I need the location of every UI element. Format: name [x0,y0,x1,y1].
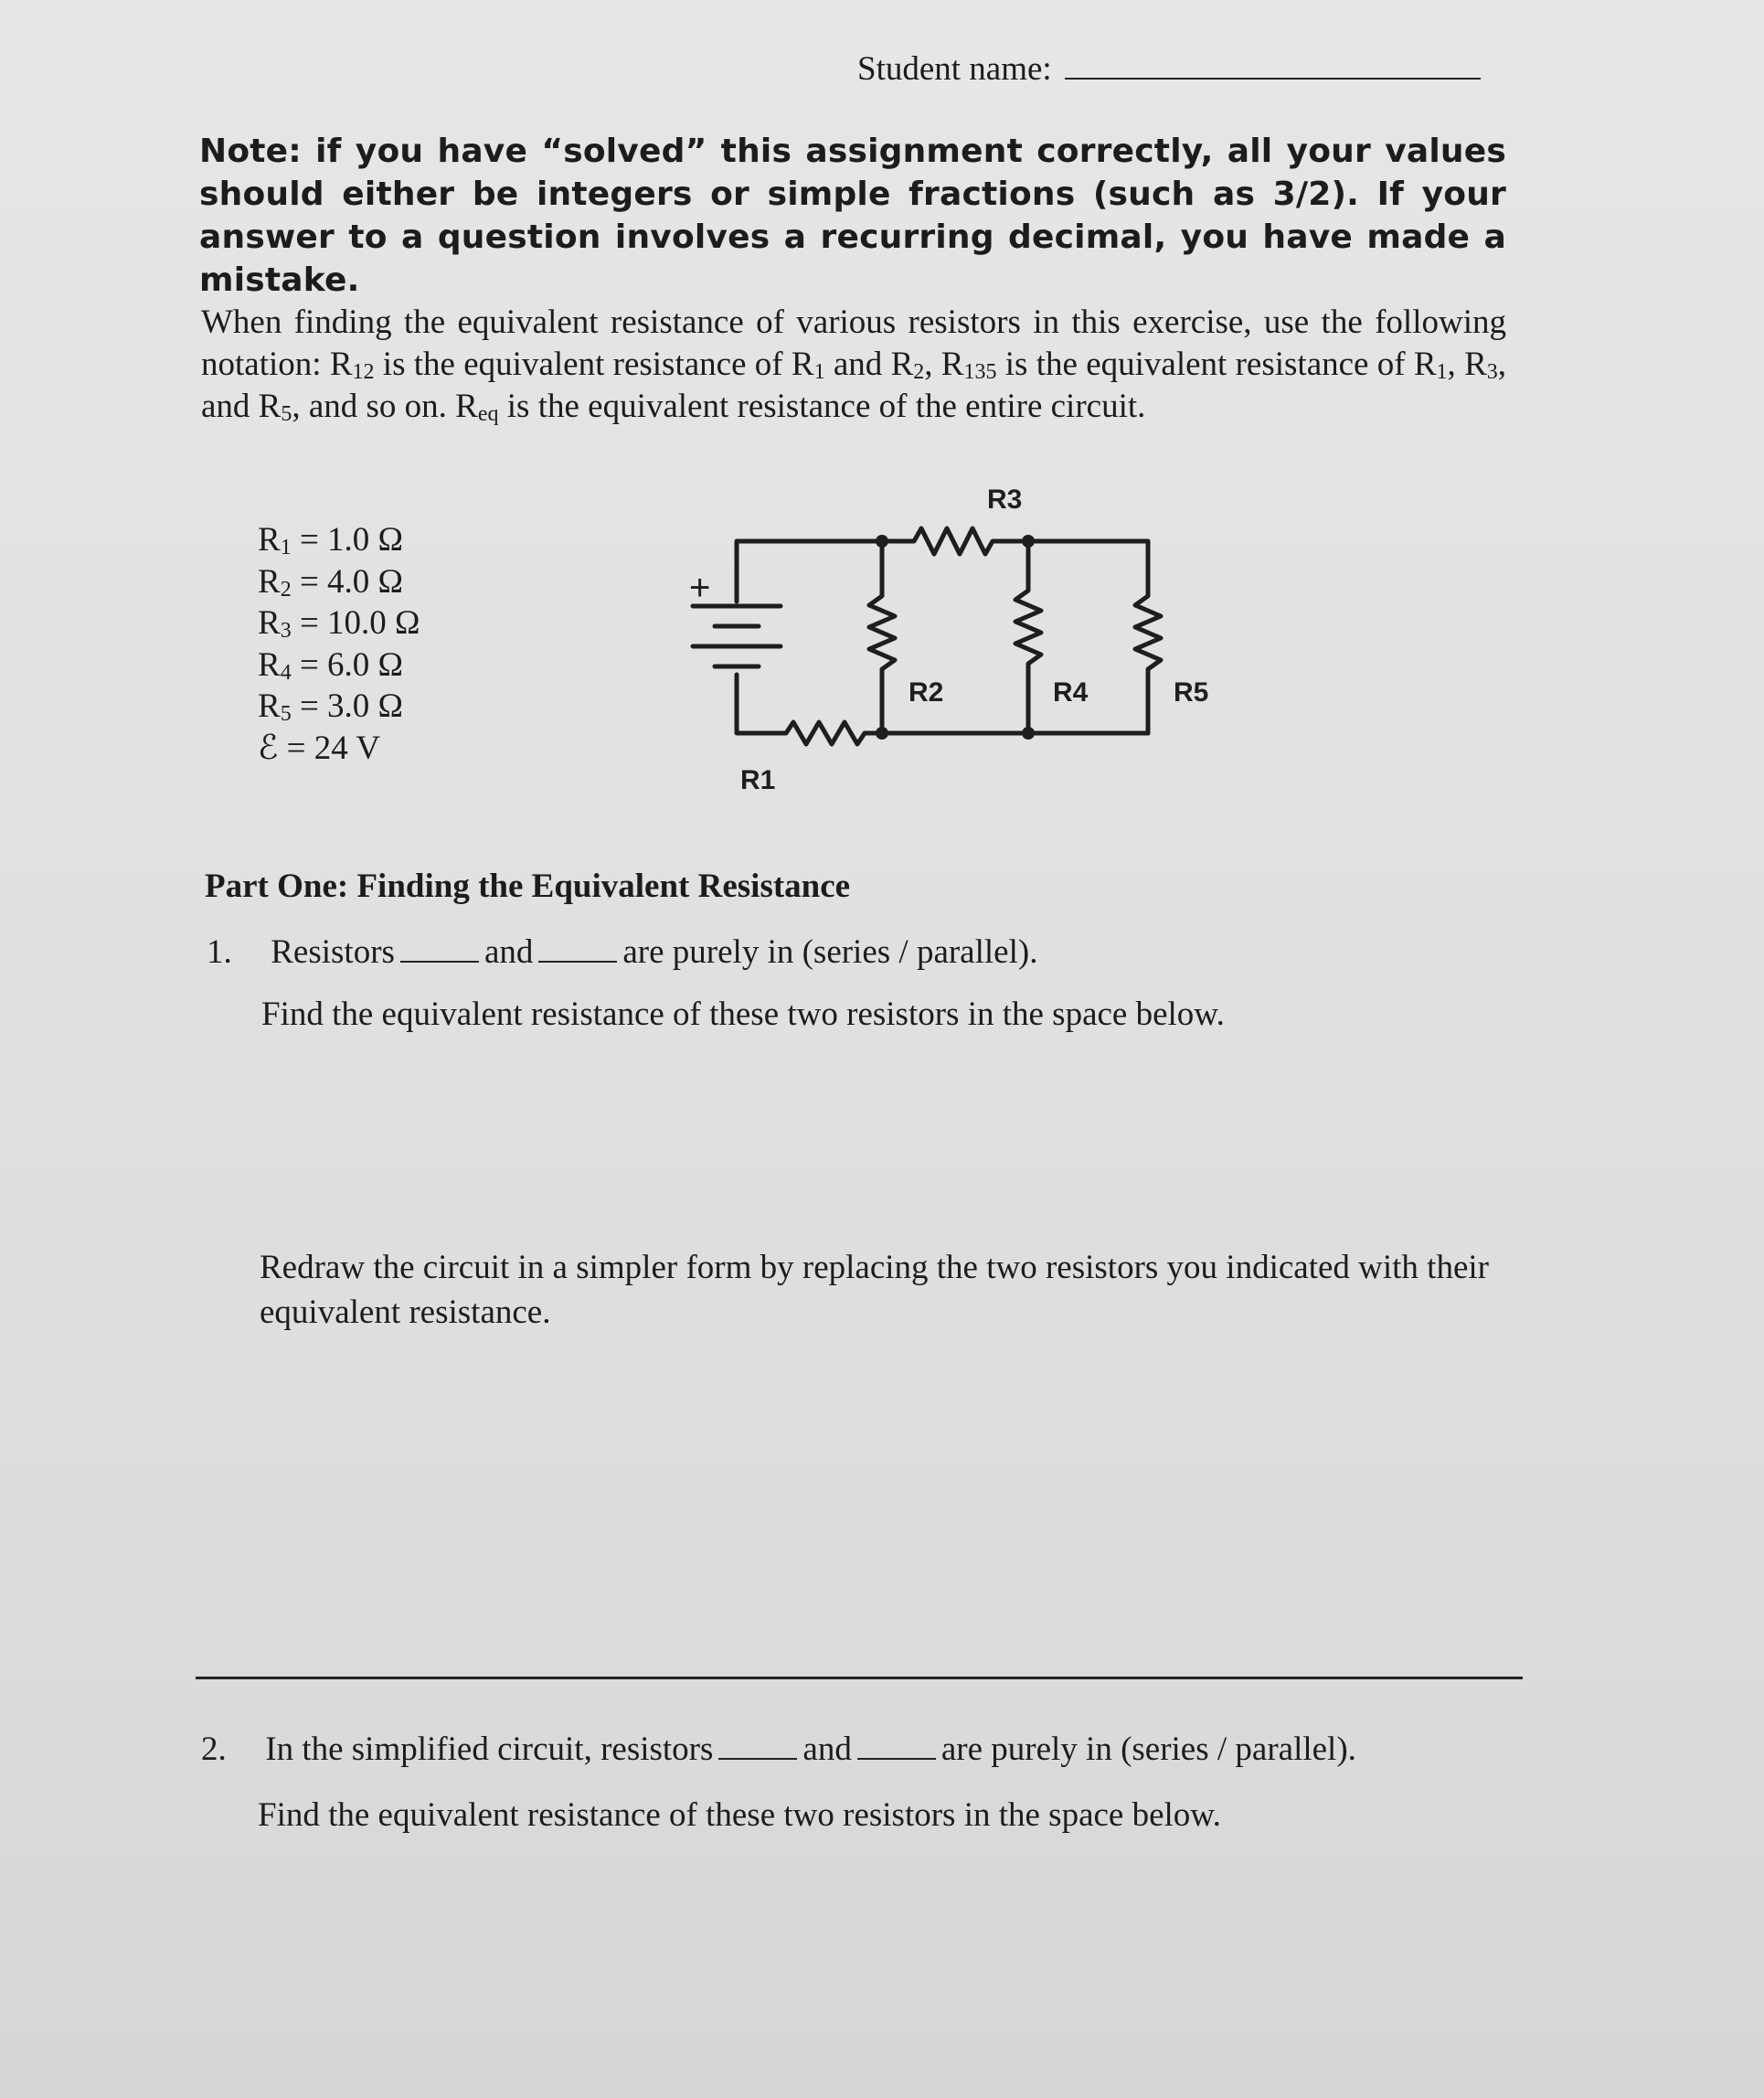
answer-blank[interactable] [857,1732,936,1760]
question-2-number: 2. [201,1731,227,1768]
value-sub: 3 [280,619,292,643]
label-r1: R1 [740,765,776,795]
resistor-r3 [882,528,1028,554]
value-sub: 4 [280,660,292,685]
junction-dot [876,535,888,548]
intro-text: , and so on. R [292,388,478,425]
label-r3: R3 [987,485,1023,515]
value-sub: 1 [280,536,292,559]
question-1-number: 1. [207,933,232,971]
wire-top-left [737,541,882,602]
question-2-text-b: and [802,1731,852,1768]
value-text: = 6.0 Ω [291,645,404,684]
intro-text: is the equivalent resistance of the entire circuit. [498,388,1146,425]
value-symbol: R [258,645,281,684]
question-1-text-a: Resistors [271,933,395,971]
question-1 [207,932,1037,972]
value-text: = 3.0 Ω [291,687,404,725]
resistor-r1 [737,675,882,744]
intro-sub: eq [477,402,499,426]
wire-top-right [1028,541,1148,585]
value-sub: 5 [280,702,292,726]
battery-plus-label: + [689,568,711,608]
question-1-instruction: Find the equivalent resistance of these two resistors in the space below. [261,996,1225,1033]
value-sub: 2 [280,577,292,602]
intro-text: is the equivalent resistance of R [996,346,1437,383]
value-text: = 4.0 Ω [291,562,404,601]
intro-text: , and R [201,346,1506,425]
intro-text: and R [824,346,914,383]
value-symbol: R [258,687,281,725]
question-1-text-c: are purely in (series / parallel). [622,933,1038,971]
label-r4: R4 [1053,677,1089,708]
value-symbol: R [258,562,281,601]
resistor-r5 [1135,585,1161,733]
intro-sub: 12 [352,360,375,384]
intro-sub: 135 [963,360,997,384]
intro-text: is the equivalent resistance of R [374,346,814,383]
resistor-r2 [869,541,895,733]
intro-text: When finding the equivalent resistance of various resistors in this exercise, use the following notation: R [201,304,1506,383]
note-paragraph: Note: if you have “solved” this assignment correctly, all your values should either be integers or simple fractions (such as 3/2). If your answer to a question involves a recurring decimal, you have made a mistake. [199,133,1506,299]
question-2-text-a: In the simplified circuit, resistors [265,1731,714,1768]
question-2 [201,1730,1356,1769]
redraw-instruction: Redraw the circuit in a simpler form by replacing the two resistors you indicated with their equivalent resistance. [260,1249,1489,1331]
student-name-label: Student name: [857,50,1052,88]
value-text: = 1.0 Ω [291,521,404,559]
answer-blank[interactable] [400,935,479,963]
question-2-text-c: are purely in (series / parallel). [940,1731,1356,1768]
label-r5: R5 [1174,677,1209,708]
value-symbol: R [258,604,281,642]
value-symbol: R [258,521,281,559]
answer-blank[interactable] [718,1732,797,1760]
intro-text: , R [924,346,964,383]
part-one-title: Part One: Finding the Equivalent Resistance [205,868,851,905]
intro-text: , R [1447,346,1487,383]
value-symbol: ℰ [258,729,279,767]
intro-sub: 2 [913,360,925,384]
question-1-text-b: and [484,933,534,971]
battery [693,606,781,666]
intro-sub: 3 [1486,360,1498,384]
junction-dot [1022,727,1035,740]
value-text: = 24 V [278,729,381,767]
resistor-r4 [1015,541,1041,733]
intro-sub: 1 [1436,360,1448,384]
divider-line [196,1677,1523,1679]
junction-dot [876,727,888,740]
junction-dot [1022,535,1035,548]
label-r2: R2 [909,677,944,708]
intro-sub: 5 [281,402,292,426]
answer-blank[interactable] [538,935,617,963]
intro-sub: 1 [813,360,825,384]
value-text: = 10.0 Ω [291,604,420,642]
question-2-instruction: Find the equivalent resistance of these two resistors in the space below. [258,1796,1221,1834]
